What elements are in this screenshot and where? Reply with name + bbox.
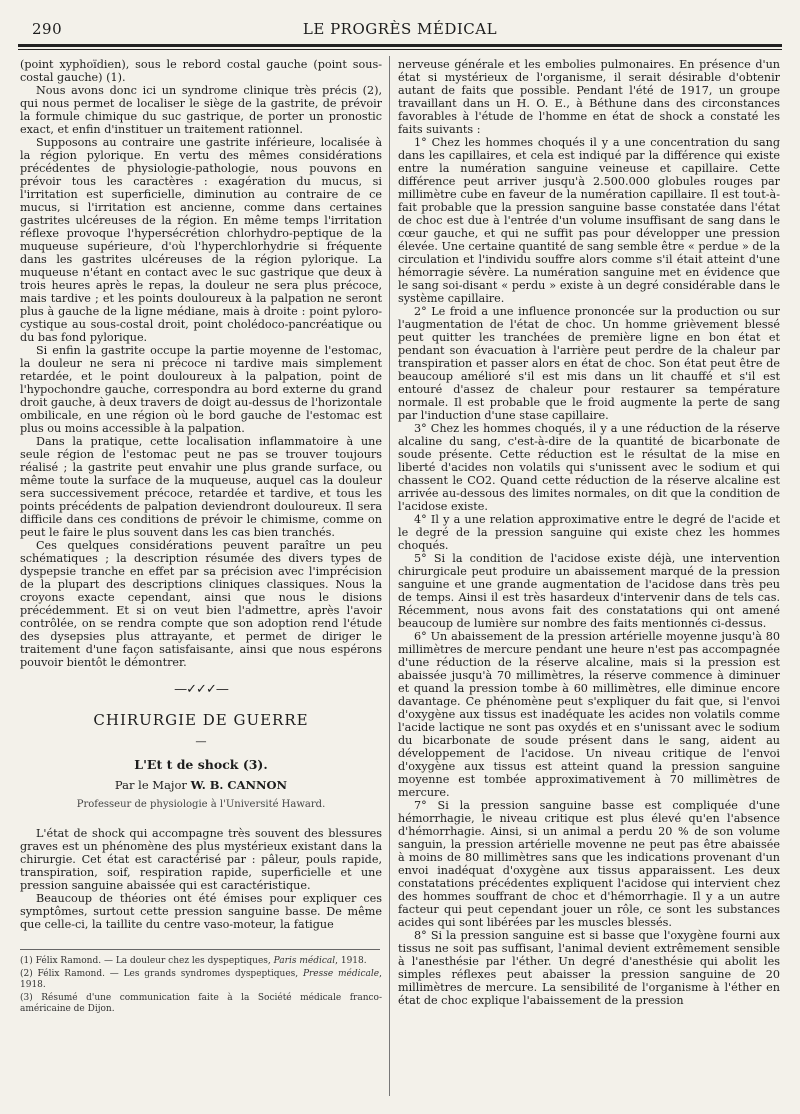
section-dash: — <box>195 735 207 748</box>
paragraph: Dans la pratique, cette localisation inflammatoire à une seule région de l'estomac peut ne pas se trouver toujours réalisé ; la gastrite peut envahir une plus grande surface, ou même toute la surface de la muqueuse, auquel cas la douleur sera successivement précoce, retardée et tardive, et tous les points précédents de palpation deviendront douloureux. Il sera difficile dans ces conditions de prévoir le chimisme, comme on peut le faire le plus souvent dans les cas bien tranchés. <box>20 435 382 539</box>
paragraph: 2° Le froid a une influence prononcée sur la production ou sur l'augmentation de l'état de choc. Un homme grièvement blessé peut quitter les tranchées de première ligne en bon état et pendant son évacuation à l'arrière peut perdre de la chaleur par transpiration et passer alors en état de choc. Son état peut être de beaucoup amélioré s'il est mis dans un lit chauffé et s'il est entouré d'assez de chaleur pour restaurer sa température normale. Il est probable que le froid augmente la perte de sang par l'induction d'une stase capillaire. <box>398 305 780 422</box>
paragraph: 5° Si la condition de l'acidose existe déjà, une intervention chirurgicale peut produire un abaissement marqué de la pression sanguine et une grande augmentation de l'acidose dans très peu de temps. Ainsi il est très hasardeux d'intervenir dans de tels cas. Récemment, nous avons fait des constatations qui ont amené beaucoup de lumière sur nombre des faits mentionnés ci-dessus. <box>398 552 780 630</box>
author-name: W. B. CANNON <box>190 778 288 792</box>
section-title: CHIRURGIE DE GUERRE <box>93 711 309 729</box>
section-ornament: —✓✓✓— <box>174 682 228 697</box>
right-column <box>398 58 780 1007</box>
footnote: (3) Résumé d'une communication faite à la Société médicale franco-américaine de Dijon. <box>20 993 382 1014</box>
paragraph: Supposons au contraire une gastrite inférieure, localisée à la région pylorique. En vertu des mêmes considérations précédentes de physiologie-pathologie, nous pouvons en prévoir tous les caractères : exagération du mucus, si l'irritation est superficielle, diminution au contraire de ce mucus, si l'irritation est ancienne, comme dans certaines gastrites ulcéreuses de la région. En même temps l'irritation réflexe provoque l'hypersécrétion chlorhydro-peptique de la muqueuse supérieure, d'où l'hyperchlorhydrie si fréquente dans les gastrites ulcéreuses de la région pylorique. La muqueuse n'étant en contact avec le suc gastrique que deux à trois heures après le repas, la douleur ne sera plus précoce, mais tardive ; et les points douloureux à la palpation ne seront plus à gauche de la ligne médiane, mais à droite : point pyloro-cystique au sous-costal droit, point cholédoco-pancréatique ou du bas fond pylorique. <box>20 136 382 344</box>
paragraph: (point xyphoïdien), sous le rebord costal gauche (point sous-costal gauche) (1). <box>20 58 382 84</box>
paragraph: nerveuse générale et les embolies pulmonaires. En présence d'un état si mystérieux de l'organisme, il serait désirable d'obtenir autant de faits que possible. Pendant l'été de 1917, un groupe travaillant dans un H. O. E., à Béthune dans des circonstances favorables à l'étude de l'homme en état de shock a constaté les faits suivants : <box>398 58 780 136</box>
column-separator <box>389 56 390 1096</box>
byline-prefix: Par le Major <box>114 778 187 792</box>
left-column <box>20 58 382 1017</box>
paragraph: 3° Chez les hommes choqués, il y a une réduction de la réserve alcaline du sang, c'est-à-dire de la quantité de bicarbonate de soude présente. Cette réduction est le résultat de la mise en liberté d'acides non volatils qui s'unissent avec le sodium et qui chassent le CO2. Quand cette réduction de la réserve alcaline est arrivée au-dessous des limites normales, on dit que la condition de l'acidose existe. <box>398 422 780 513</box>
author-affiliation: Professeur de physiologie à l'Université Haward. <box>76 799 326 810</box>
footnote: (2) Félix Ramond. — Les grands syndromes dyspeptiques, Presse médicale, 1918. <box>20 969 382 990</box>
header-rule-thick <box>18 44 782 47</box>
header-rule-thin <box>18 49 782 50</box>
article-paragraph: L'état de shock qui accompagne très souvent des blessures graves est un phénomène des plus mystérieux existant dans la chirurgie. Cet état est caractérisé par : pâleur, pouls rapide, transpiration, soif, respiration rapide, superficielle et une pression sanguine abaissée qui est caractéristique. <box>20 827 382 892</box>
paragraph: Si enfin la gastrite occupe la partie moyenne de l'estomac, la douleur ne sera ni précoce ni tardive mais simplement retardée, et le point douloureux à la palpation, point de l'hypochondre gauche, correspondra au bord externe du grand droit gauche, à deux travers de doigt au-dessus de l'horizontale ombilicale, en une région où le bord gauche de l'estomac est plus ou moins accessible à la palpation. <box>20 344 382 435</box>
paragraph: 4° Il y a une relation approximative entre le degré de l'acide et le degré de la pression sanguine qui existe chez les hommes choqués. <box>398 513 780 552</box>
byline <box>20 779 382 792</box>
paragraph: Nous avons donc ici un syndrome clinique très précis (2), qui nous permet de localiser le siège de la gastrite, de prévoir la formule chimique du suc gastrique, de porter un pronostic exact, et enfin d'instituer un traitement rationnel. <box>20 84 382 136</box>
page-number: 290 <box>32 20 63 38</box>
paragraph: 6° Un abaissement de la pression artérielle moyenne jusqu'à 80 millimètres de mercure pendant une heure n'est pas accompagnée d'une réduction de la réserve alcaline, mais si la pression est abaissée jusqu'à 70 millimètres, la réserve commence à diminuer et quand la pression tombe à 60 millimètres, elle diminue encore davantage. Ce phénomène peut s'expliquer du fait que, si l'envoi d'oxygène aux tissus est inadéquate les acides non volatils comme l'acide lactique ne sont pas oxydés et en s'unissant avec le sodium du bicarbonate de soude présent dans le sang, aident au développement de l'acidose. Un niveau critique de l'envoi d'oxygène aux tissus est atteint quand la pression sanguine moyenne est tombée approximativement à 70 millimètres de mercure. <box>398 630 780 799</box>
paragraph: Ces quelques considérations peuvent paraître un peu schématiques ; la description résumée des divers types de dyspepsie tranche en effet par sa précision avec l'imprécision de la plupart des descriptions cliniques classiques. Nous la croyons exacte cependant, ainsi que nous le disions précédemment. Et si on veut bien l'admettre, après l'avoir contrôlée, on se rendra compte que son adoption rend l'étude des dysepsies plus attrayante, et permet de diriger le traitement d'une façon satisfaisante, ainsi que nous espérons pouvoir bientôt le démontrer. <box>20 539 382 669</box>
page-header <box>18 20 782 42</box>
paragraph: 1° Chez les hommes choqués il y a une concentration du sang dans les capillaires, et cela est indiqué par la différence qui existe entre la numération sanguine veineuse et capillaire. Cette différence peut arriver jusqu'à 2.500.000 globules rouges par millimètre cube en faveur de la numération capillaire. Il est tout-à-fait probable que la pression sanguine basse constatée dans l'état de choc est due à l'entrée d'un volume insuffisant de sang dans le cœur gauche, et qui ne suffit pas pour développer une pression élevée. Une certaine quantité de sang semble être « perdue » de la circulation et l'individu souffre alors comme s'il était atteint d'une hémorragie sévère. La numération sanguine met en évidence que le sang soi-disant « perdu » existe à un degré considérable dans le système capillaire. <box>398 136 780 305</box>
article-title: L'Et t de shock (3). <box>134 757 268 772</box>
paragraph: 7° Si la pression sanguine basse est compliquée d'une hémorrhagie, le niveau critique est plus élevé qu'en l'absence d'hémorrhagie. Ainsi, si un animal a perdu 20 % de son volume sanguin, la pression artérielle movenne ne peut pas être abaissée à moins de 80 millimètres sans que les indications provenant d'un envoi inadéquat d'oxygène aux tissus apparaissent. Les deux constatations précédentes expliquent l'acidose qui intervient chez des hommes souffrant de choc et d'hémorrhagie. Il y a un autre facteur qui peut cependant jouer un rôle, ce sont les substances acides qui sont libérées par les muscles blessés. <box>398 799 780 929</box>
footnote-rule <box>20 949 380 950</box>
footnote: (1) Félix Ramond. — La douleur chez les dyspeptiques, Paris médical, 1918. <box>20 956 367 966</box>
paragraph: 8° Si la pression sanguine est si basse que l'oxygène fourni aux tissus ne soit pas suffisant, l'animal devient extrêmement sensible à l'anesthésie par l'éther. Un degré d'anesthésie qui abolit les simples réflexes peut abaisser la pression sanguine de 20 millimètres de mercure. La sensibilité de l'organisme à l'éther en état de choc explique l'abaissement de la pression <box>398 929 780 1007</box>
article-paragraph: Beaucoup de théories ont été émises pour expliquer ces symptômes, surtout cette pression sanguine basse. De même que celle-ci, la taillite du centre vaso-moteur, la fatigue <box>20 892 382 931</box>
journal-title: LE PROGRÈS MÉDICAL <box>302 20 498 38</box>
